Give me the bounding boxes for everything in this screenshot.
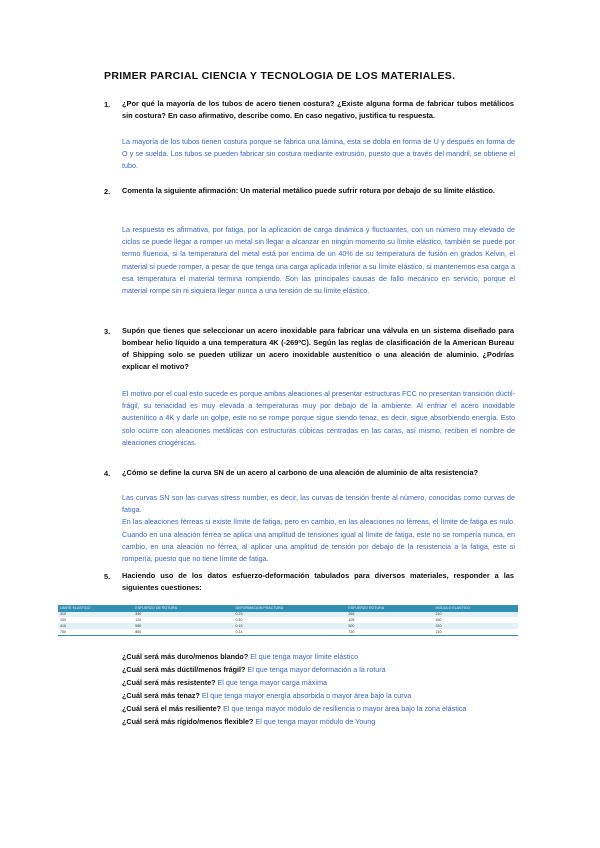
column-header: ESFUERZO ROTURA	[346, 605, 433, 612]
subquestion-line	[122, 716, 375, 729]
table-cell: 120	[133, 617, 233, 623]
table-cell: 0.15	[233, 623, 346, 629]
table-cell: 210	[433, 629, 518, 635]
answer-text: El motivo por el cual esto sucede es porque ambas aleaciones al presentar estructuras FCC no presentan transición dúctil-frágil, su tenacidad es muy elevada a temperaturas muy por debajo de la ambiente. Al enfriar el acero inoxidable austenítico a 4K y darle un golpe, este no se rompe porque sigue siendo tenaz, es decir, sigue absorbiendo energía. Esto solo ocurre con aleaciones metálicas con estructuras cúbicas centradas en las caras, así mismo, reciben el nombre de aleaciones criogénicas.	[122, 389, 515, 447]
answer-text: La respuesta es afirmativa, por fatiga, por la aplicación de carga dinámica y fluctuantes, con un número muy elevado de ciclos se puede llegar a romper un metal sin llegar a alcanzar en ningún momento su límite elástico, también se puede por termo fluencia, si la temperatura del metal está por encima de un 40% de su temperatura de fusión en grados Kelvin, el material si puede romper, a pesar de que tenga una carga aplicada inferior a su límite elástico, si mantenemos esa carga a esa temperatura el material termina rompiendo. Son las principales causas de fallo mecánico en servicio, porque el material rompe sin ni siquiera llegar nunca a una tensión de su límite elástico.	[122, 225, 515, 296]
subquestion-line	[122, 651, 358, 664]
subquestion-answer: El que tenga mayor energía absorbida o mayor área bajo la curva	[201, 691, 412, 700]
subquestion-text: ¿Cuál será más resistente?	[122, 678, 216, 687]
question-number: 1.	[104, 100, 111, 109]
answer-paragraph: En las aleaciones férreas si existe límite de fatiga, pero en cambio, en las aleaciones no férreas, el límite de fatiga es nulo. Cuando en una aleación férrea se aplica una amplitud de tensiones igual al límite de fatiga, este no se rompería nunca, en cambio, en una aleación no férrea, al aplicar una amplitud de tensión por debajo de la resistencia a la fatiga, este si rompería, puesto que no tiene límite de fatiga.	[122, 517, 515, 564]
question-number: 3.	[104, 327, 111, 336]
subquestion-text: ¿Cuál será más dúctil/menos frágil?	[122, 665, 246, 674]
table-cell: 105	[346, 617, 433, 623]
subquestion-text: ¿Cuál será más rígido/menos flexible?	[122, 717, 254, 726]
question-text: Comenta la siguiente afirmación: Un material metálico puede sufrir rotura por debajo de su límite elástico.	[122, 186, 495, 195]
subquestion-text: ¿Cuál será más duro/menos blando?	[122, 652, 249, 661]
subquestion-answer: El que tenga mayor módulo de Young	[255, 717, 376, 726]
page-title: PRIMER PARCIAL CIENCIA Y TECNOLOGIA DE LOS MATERIALES.	[104, 70, 456, 82]
subquestion-answer: El que tenga mayor deformación a la rotura	[247, 665, 386, 674]
subquestion-answer: El que tenga mayor límite elástico	[250, 652, 359, 661]
question-text: Haciendo uso de los datos esfuerzo-deformación tabulados para diversos materiales, responder a las siguientes cuestiones:	[122, 571, 514, 592]
column-header: DEFORMACION FRACTURA	[233, 605, 346, 612]
question-number: 2.	[104, 187, 111, 196]
subquestion-line	[122, 677, 327, 690]
table-cell: 310	[433, 623, 518, 629]
table-header-row	[58, 605, 518, 612]
table-cell: 210	[433, 612, 518, 618]
question-number: 4.	[104, 469, 111, 478]
table-cell: 550	[133, 623, 233, 629]
table-cell: 340	[133, 612, 233, 618]
table-cell: 0.40	[233, 617, 346, 623]
column-header: ESFUERZO DE ROTURA	[133, 605, 233, 612]
subquestion-answer: El que tenga mayor carga máxima	[217, 678, 327, 687]
table-cell: 700	[58, 629, 133, 635]
subquestion-line	[122, 690, 411, 703]
table-cell: 850	[133, 629, 233, 635]
table-cell: 720	[346, 629, 433, 635]
subquestion-text: ¿Cuál será más tenaz?	[122, 691, 200, 700]
table-cell: 415	[58, 623, 133, 629]
table-cell: 150	[433, 617, 518, 623]
subquestion-line	[122, 664, 386, 677]
table-cell: 265	[346, 612, 433, 618]
answer-block	[122, 492, 515, 565]
table-cell: 500	[346, 623, 433, 629]
answer-paragraph: Las curvas SN son las curvas stress number, es decir, las curvas de tensión frente al número, conocidas como curvas de fatiga.	[122, 493, 515, 515]
table-cell: 310	[58, 612, 133, 618]
subquestion-line	[122, 703, 466, 716]
column-header: MODULO ELASTICO	[433, 605, 518, 612]
stress-strain-table	[58, 605, 518, 636]
question-text: ¿Cómo se define la curva SN de un acero al carbono de una aleación de aluminio de alta resistencia?	[122, 468, 479, 477]
question-text: Supón que tienes que seleccionar un acero inoxidable para fabricar una válvula en un sistema diseñado para bombear helio líquido a una temperatura 4K (-269ºC). Según las reglas de clasificación de la American Bureau of Shipping solo se pueden utilizar un acero inoxidable austenítico o una aleación de aluminio. ¿Podrías explicar el motivo?	[122, 326, 514, 371]
answer-text: La mayoría de los tubos tienen costura porque se fabrica una lámina, esta se dobla en forma de U y después en forma de O y se suelda. Los tubos se pueden fabricar sin costura mediante extrusión, puesto que a través del mandril, se obtiene el tubo.	[122, 137, 515, 171]
table-row	[58, 629, 518, 635]
table-cell: 0.23	[233, 612, 346, 618]
subquestion-text: ¿Cuál será el más resiliente?	[122, 704, 222, 713]
question-number: 5.	[104, 572, 111, 581]
column-header: LIMITE ELASTICO	[58, 605, 133, 612]
subquestion-answer: El que tenga mayor módulo de resiliencia o mayor área bajo la zona elástica	[223, 704, 467, 713]
table-cell: 0.14	[233, 629, 346, 635]
question-text: ¿Por qué la mayoría de los tubos de acero tienen costura? ¿Existe alguna forma de fabricar tubos metálicos sin costura? En caso afirmativo, describe como. En caso negativo, justifica tu respuesta.	[122, 99, 514, 120]
table-cell: 100	[58, 617, 133, 623]
